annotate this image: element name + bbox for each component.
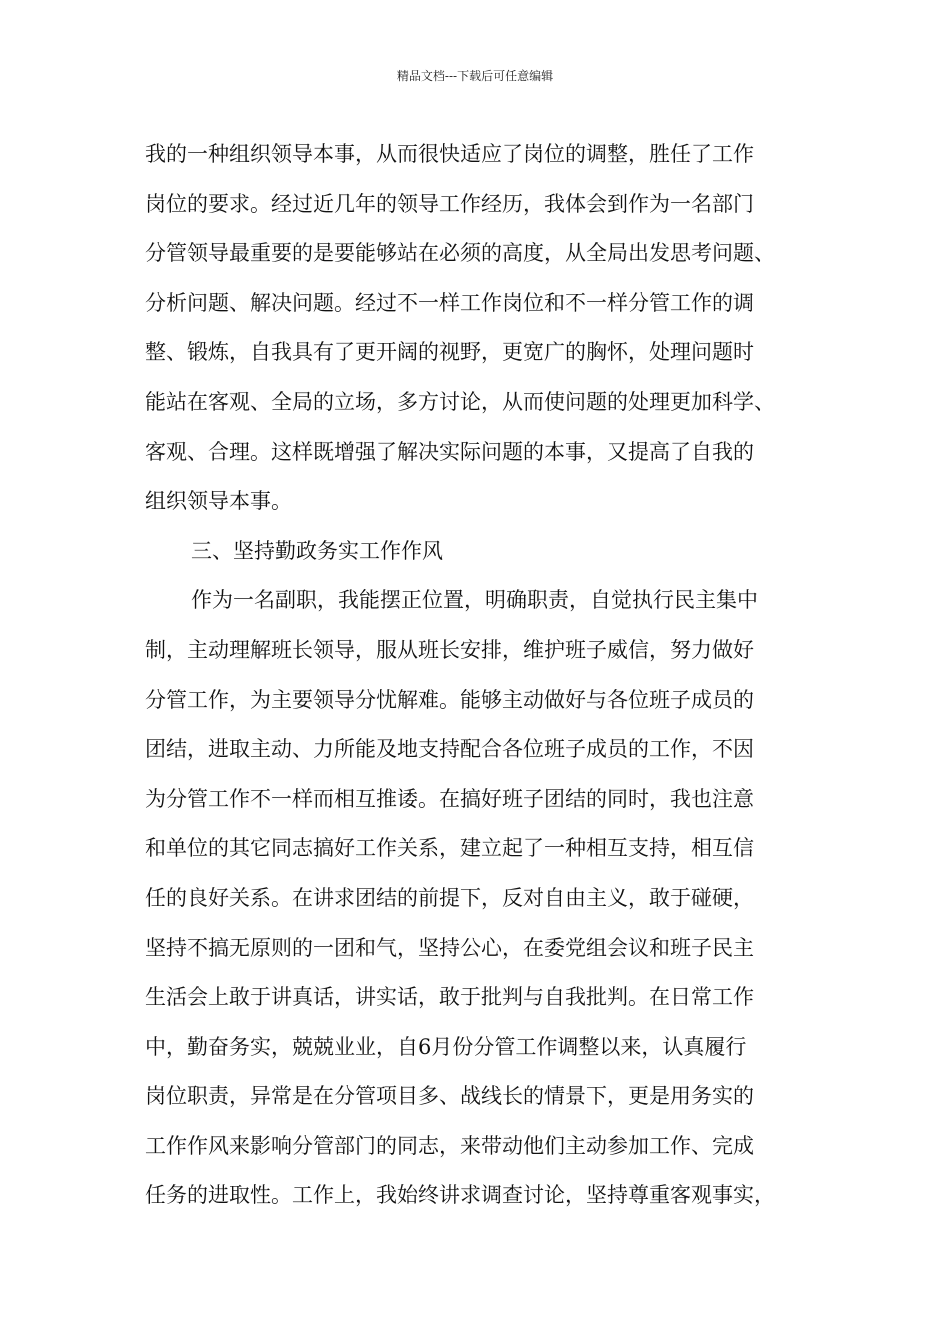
text-line: 组织领导本事。	[145, 489, 292, 514]
text-line: 坚持不搞无原则的一团和气，坚持公心，在委党组会议和班子民主	[145, 935, 754, 960]
text-line: 和单位的其它同志搞好工作关系，建立起了一种相互支持，相互信	[145, 836, 754, 861]
text-line: 中，勤奋务实，兢兢业业，自6月份分管工作调整以来，认真履行	[145, 1034, 747, 1059]
page-header: 精品文档---下载后可任意编辑	[396, 69, 554, 83]
text-line: 生活会上敢于讲真话，讲实话，敢于批判与自我批判。在日常工作	[145, 985, 754, 1010]
text-line: 我的一种组织领导本事，从而很快适应了岗位的调整，胜任了工作	[145, 142, 754, 166]
text-line: 能站在客观、全局的立场，多方讨论，从而使问题的处理更加科学、	[145, 389, 775, 414]
text-line: 作为一名副职，我能摆正位置，明确职责，自觉执行民主集中	[191, 588, 758, 613]
text-line: 分析问题、解决问题。经过不一样工作岗位和不一样分管工作的调	[145, 290, 754, 315]
text-line: 分管领导最重要的是要能够站在必须的高度，从全局出发思考问题、	[145, 241, 775, 266]
text-line: 工作作风来影响分管部门的同志，来带动他们主动参加工作、完成	[145, 1133, 754, 1158]
text-line: 制，主动理解班长领导，服从班长安排，维护班子威信，努力做好	[145, 637, 754, 662]
text-line: 岗位职责，异常是在分管项目多、战线长的情景下，更是用务实的	[145, 1084, 754, 1109]
text-line: 分管工作，为主要领导分忧解难。能够主动做好与各位班子成员的	[145, 687, 754, 712]
text-line: 团结，进取主动、力所能及地支持配合各位班子成员的工作，不因	[145, 737, 754, 762]
text-line: 为分管工作不一样而相互推诿。在搞好班子团结的同时，我也注意	[145, 786, 754, 811]
document-body	[145, 130, 835, 1221]
text-line: 三、坚持勤政务实工作作风	[191, 538, 443, 563]
text-line: 客观、合理。这样既增强了解决实际问题的本事，又提高了自我的	[145, 439, 754, 464]
text-line: 任的良好关系。在讲求团结的前提下，反对自由主义，敢于碰硬，	[145, 885, 754, 910]
text-line: 整、锻炼，自我具有了更开阔的视野，更宽广的胸怀，处理问题时	[145, 340, 754, 365]
text-line: 岗位的要求。经过近几年的领导工作经历，我体会到作为一名部门	[145, 191, 754, 216]
text-line: 任务的进取性。工作上，我始终讲求调查讨论，坚持尊重客观事实，	[145, 1183, 775, 1208]
